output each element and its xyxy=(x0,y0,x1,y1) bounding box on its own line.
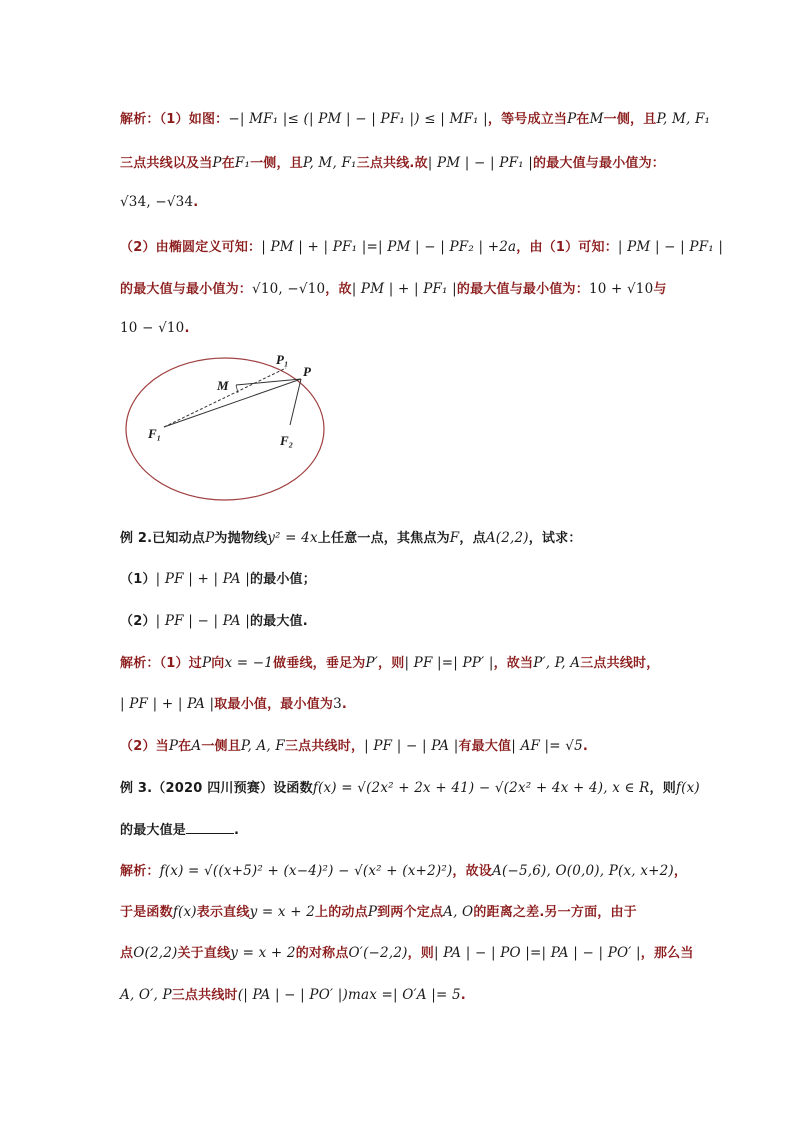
difference-expr: | PM | − | PF₁ | xyxy=(617,239,724,255)
solution-label: 解析： xyxy=(120,864,160,879)
text-fragment: 上的动点 xyxy=(315,905,368,920)
point-p: P xyxy=(168,738,179,754)
function-fx: f(x) xyxy=(675,780,700,796)
text-fragment: 一侧，且 xyxy=(250,156,303,171)
difference-expr: | PF | − | PA | xyxy=(155,613,250,629)
text-fragment: ，故设 xyxy=(452,864,493,879)
point-p: P xyxy=(205,530,215,546)
period: . xyxy=(184,321,190,336)
part-1-label: （1）如图： xyxy=(159,112,229,127)
example-2-q2 xyxy=(120,610,308,629)
max-result: (| PA | − | PO′ |)max =| O′A |= 5 xyxy=(237,987,461,1003)
period: . xyxy=(582,739,588,754)
solution-label: 解析：（1）过 xyxy=(120,656,202,671)
text-fragment: 的最大值与最小值为： xyxy=(456,282,589,297)
text-fragment: 的最大值是 xyxy=(120,823,187,838)
function-definition: f(x) = √(2x² + 2x + 41) − √(2x² + 4x + 4), x ∈ R xyxy=(312,780,650,796)
text-fragment: 三点共线.故 xyxy=(356,156,428,171)
period: . xyxy=(193,195,199,210)
points-pmf1: P, M, F₁ xyxy=(302,155,357,171)
parabola-eq: y² = 4x xyxy=(267,530,318,546)
example-3-title xyxy=(120,777,700,796)
example-2-solution-line-3 xyxy=(120,735,588,754)
difference-expr: | PF | − | PA | xyxy=(364,738,459,754)
text-fragment: 表示直线 xyxy=(196,905,250,920)
max-min-values: √10, −√10 xyxy=(252,281,326,297)
directrix-eq: x = −1 xyxy=(224,655,274,671)
text-fragment: 取最小值，最小值为 xyxy=(214,697,334,712)
solution-2-line-3 xyxy=(120,320,190,336)
example-3-solution-line-1 xyxy=(120,860,687,879)
example-3-solution-line-4 xyxy=(120,984,466,1003)
text-fragment: 在 xyxy=(576,112,590,127)
text-fragment: ，点 xyxy=(459,531,486,546)
difference-expr: | PM | − | PF₁ | xyxy=(427,155,533,171)
text-fragment: 点 xyxy=(120,946,134,961)
line-eq: y = x + 2 xyxy=(230,945,296,961)
equal-distance-expr: | PF |=| PP′ | xyxy=(404,655,494,671)
max-value: | AF |= √5 xyxy=(511,738,583,754)
point-a: A(2,2) xyxy=(485,530,529,546)
example-3-solution-line-2 xyxy=(120,901,637,920)
ellipse-diagram xyxy=(118,345,333,505)
label-p1: P₁ xyxy=(276,352,289,367)
function-rewrite: f(x) = √((x+5)² + (x−4)²) − √(x² + (x+2)²) xyxy=(159,863,453,879)
period: . xyxy=(234,823,240,838)
ellipse-definition-expr: | PM | + | PF₁ |=| PM | − | PF₂ | +2a xyxy=(261,239,517,255)
max-min-values: √34, −√34 xyxy=(120,194,194,210)
text-fragment: ，则 xyxy=(407,946,434,961)
point-p-prime: P′ xyxy=(365,655,379,671)
min-value: 3 xyxy=(333,696,342,712)
point-o-prime: O′(−2,2) xyxy=(348,945,408,961)
text-fragment: ，则 xyxy=(378,656,405,671)
part-2-label: （2）由椭圆定义可知： xyxy=(120,240,262,255)
text-fragment: ，等号成立当 xyxy=(487,112,568,127)
solution-label: 解析： xyxy=(120,112,160,127)
text-fragment: 上任意一点，其焦点为 xyxy=(317,531,450,546)
sum-expr: | PF | + | PA | xyxy=(120,696,215,712)
text-fragment: 于是函数 xyxy=(120,905,173,920)
collinear-points: A, O′, P xyxy=(120,987,172,1003)
period: . xyxy=(460,988,466,1003)
label-p: P xyxy=(303,364,311,379)
text-fragment: （2）当 xyxy=(120,739,169,754)
collinear-points: P, A, F xyxy=(240,738,285,754)
min-value: 10 − √10 xyxy=(120,320,185,336)
text-fragment: ，故当 xyxy=(493,656,534,671)
distance-equality: | PA | − | PO |=| PA | − | PO′ | xyxy=(434,945,641,961)
points-ao: A, O xyxy=(443,904,474,920)
text-fragment: 一侧且 xyxy=(201,739,241,754)
inequality-expr: −| MF₁ |≤ (| PM | − | PF₁ |) ≤ | MF₁ | xyxy=(228,111,488,127)
text-fragment: 的距离之差.另一方面，由于 xyxy=(473,905,637,920)
text-fragment: 的最小值； xyxy=(249,572,316,587)
text-fragment: 例 3.（2020 四川预赛）设函数 xyxy=(120,781,313,796)
text-fragment: ，故 xyxy=(325,282,352,297)
text-fragment: 关于直线 xyxy=(177,946,231,961)
example-2-q1 xyxy=(120,568,316,587)
text-fragment: ，则 xyxy=(649,781,676,796)
function-fx: f(x) xyxy=(172,904,197,920)
period: . xyxy=(341,697,348,712)
label-f2: F₂ xyxy=(280,433,294,448)
point-m: M xyxy=(589,111,604,127)
answer-blank xyxy=(186,822,234,834)
text-fragment: 与 xyxy=(653,282,667,297)
text-fragment: 有最大值 xyxy=(458,739,512,754)
solution-1-line-1 xyxy=(120,108,710,127)
text-fragment: 的对称点 xyxy=(295,946,349,961)
example-2-solution-line-1 xyxy=(120,652,659,671)
q2-label: （2） xyxy=(120,614,156,629)
point-p: P xyxy=(212,155,222,171)
text-fragment: 三点共线以及当 xyxy=(120,156,213,171)
text-fragment: 的最大值与最小值为： xyxy=(120,282,253,297)
point-p: P xyxy=(567,111,577,127)
text-fragment: 例 2.已知动点 xyxy=(120,531,206,546)
segment-f1-p xyxy=(164,379,301,427)
points-pmf1: P, M, F₁ xyxy=(656,111,711,127)
text-fragment: ，由（1）可知： xyxy=(516,240,618,255)
sum-expr: | PF | + | PA | xyxy=(155,571,250,587)
text-fragment: ， xyxy=(673,864,688,879)
point-p: P xyxy=(201,655,212,671)
max-value: 10 + √10 xyxy=(588,281,654,297)
solution-1-line-3 xyxy=(120,194,198,210)
label-f1: F₁ xyxy=(148,426,162,441)
label-m: M xyxy=(217,378,229,393)
segment-p-f2 xyxy=(290,379,301,425)
sum-expr: | PM | + | PF₁ | xyxy=(351,281,457,297)
text-fragment: 为抛物线 xyxy=(214,531,268,546)
segment-f1-p1-dashed xyxy=(164,368,286,427)
line-eq: y = x + 2 xyxy=(249,904,315,920)
text-fragment: ，试求： xyxy=(528,531,582,546)
collinear-points: P′, P, A xyxy=(533,655,581,671)
example-3-line-2 xyxy=(120,819,239,838)
text-fragment: 到两个定点 xyxy=(377,905,444,920)
example-2-solution-line-2 xyxy=(120,693,347,712)
focus-f: F xyxy=(449,530,460,546)
example-3-solution-line-3 xyxy=(120,942,694,961)
text-fragment: 三点共线时， xyxy=(284,739,365,754)
text-fragment: 的最大值与最小值为： xyxy=(533,156,666,171)
text-fragment: ，那么当 xyxy=(640,946,694,961)
text-fragment: 向 xyxy=(211,656,225,671)
solution-1-line-2 xyxy=(120,152,665,171)
text-fragment: 做垂线，垂足为 xyxy=(273,656,366,671)
point-f1: F₁ xyxy=(234,155,251,171)
text-fragment: 在 xyxy=(221,156,235,171)
text-fragment: 在 xyxy=(178,739,192,754)
point-o: O(2,2) xyxy=(133,945,178,961)
solution-2-line-1 xyxy=(120,236,723,255)
point-p: P xyxy=(367,904,378,920)
example-2-title xyxy=(120,527,582,546)
solution-2-line-2 xyxy=(120,278,667,297)
text-fragment: 一侧，且 xyxy=(603,112,657,127)
point-a: A xyxy=(191,738,202,754)
text-fragment: 三点共线时 xyxy=(171,988,238,1003)
text-fragment: 的最大值. xyxy=(249,614,308,629)
text-fragment: 三点共线时， xyxy=(580,656,660,671)
points-definition: A(−5,6), O(0,0), P(x, x+2) xyxy=(492,863,674,879)
q1-label: （1） xyxy=(120,572,156,587)
